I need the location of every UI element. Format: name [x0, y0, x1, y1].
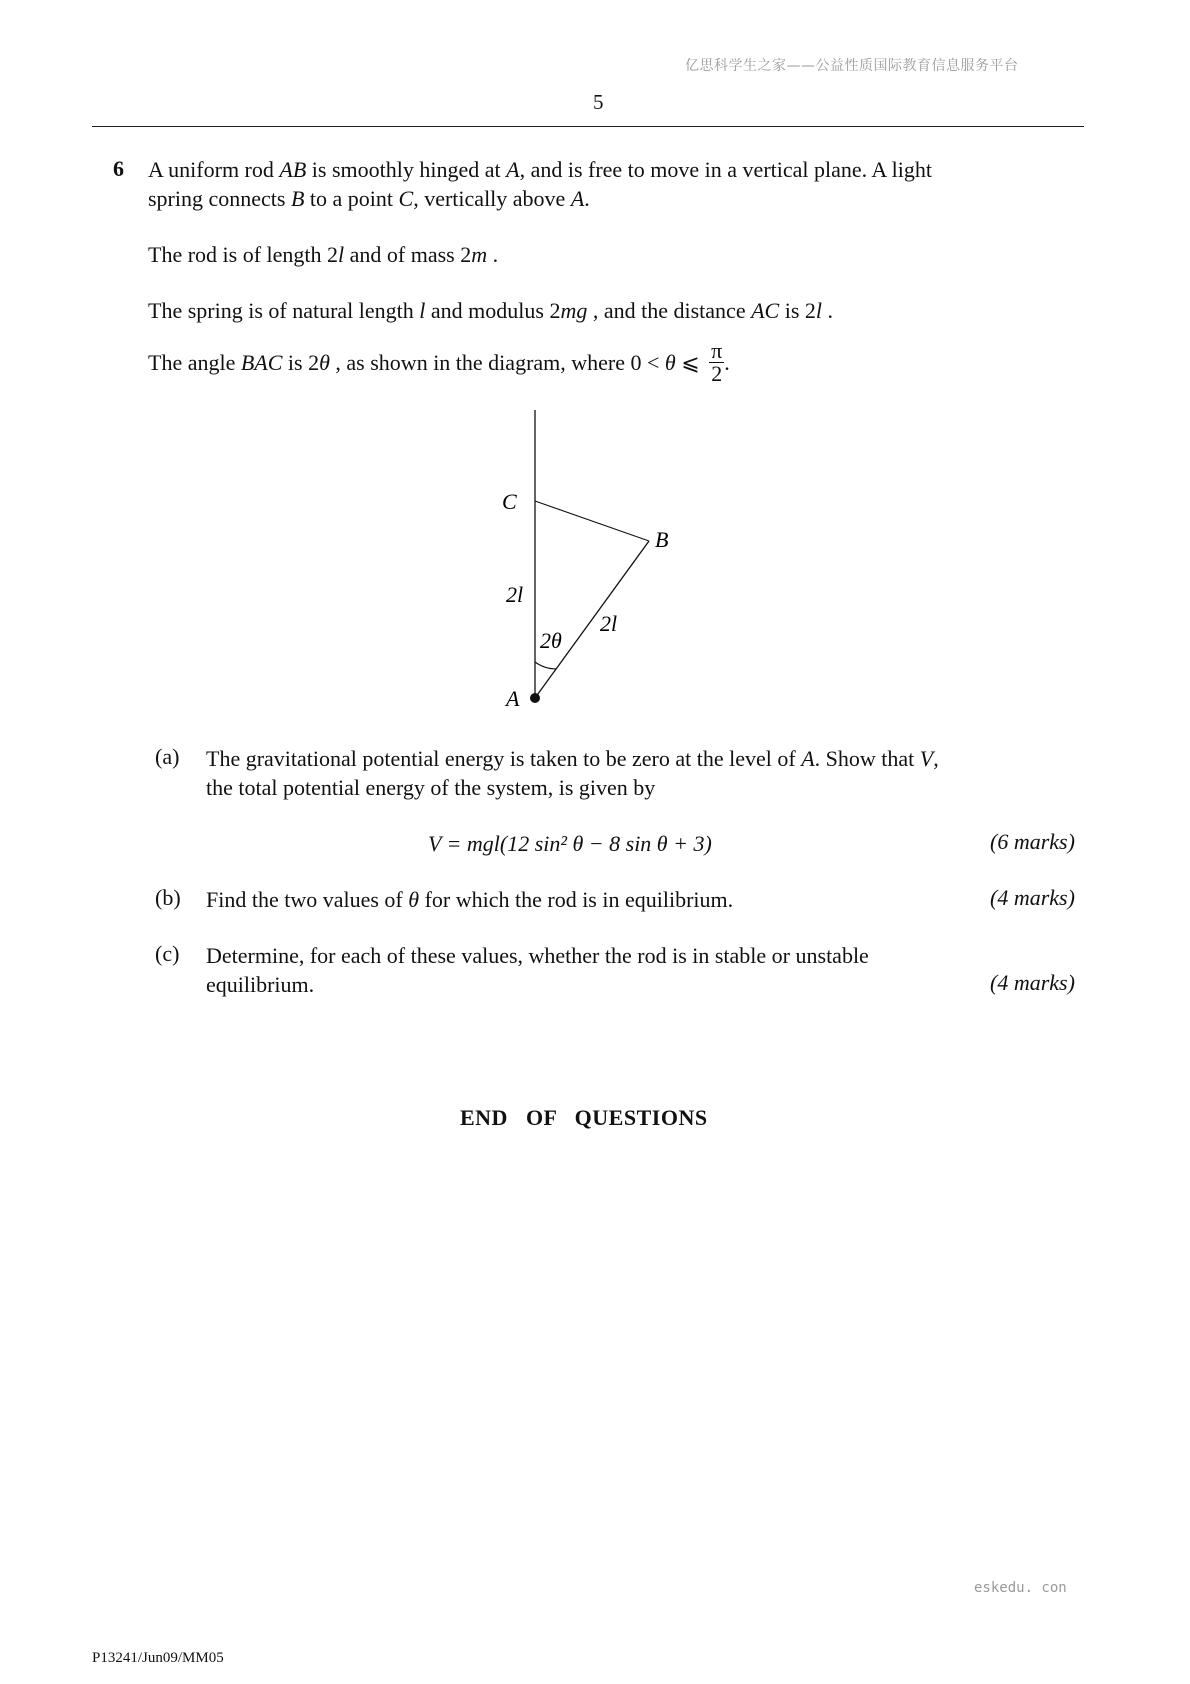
- spring-statement: The spring is of natural length l and modulus 2mg , and the distance AC is 2l .: [148, 298, 834, 323]
- part-a-label: (a): [155, 744, 180, 769]
- part-a-marks: (6 marks): [990, 829, 1075, 854]
- angle-arc: [535, 662, 556, 669]
- part-c-marks: (4 marks): [990, 970, 1075, 995]
- label-angle: 2θ: [540, 628, 562, 653]
- label-A: A: [506, 686, 520, 711]
- angle-statement: The angle BAC is 2θ , as shown in the diagram, where 0 < θ ⩽ $\frac{\pi}{2}$ .: [148, 338, 730, 386]
- label-length-AC: 2l: [506, 582, 524, 607]
- page-number: 5: [593, 90, 604, 114]
- watermark-bottom: eskedu. con: [974, 1580, 1067, 1596]
- part-b-marks: (4 marks): [990, 885, 1075, 910]
- footer-code: P13241/Jun09/MM05: [92, 1650, 224, 1666]
- part-a-text: The gravitational potential energy is taken to be zero at the level of A. Show that V, the total potential energy of the system, is given by: [206, 746, 939, 800]
- question-intro: A uniform rod AB is smoothly hinged at A, and is free to move in a vertical plane. A light spring connects B to a point C, vertically above A.: [148, 157, 932, 211]
- label-B: B: [655, 527, 669, 552]
- pi-over-two-fraction: $\frac{\pi}{2}$: [711, 338, 723, 386]
- rod-line-AB: [535, 541, 649, 698]
- rod-spring-diagram: [480, 410, 720, 720]
- question-number: 6: [113, 156, 124, 181]
- watermark-top: 亿思科学生之家——公益性质国际教育信息服务平台: [685, 58, 1019, 74]
- end-of-questions: END OF QUESTIONS: [460, 1105, 708, 1130]
- label-length-AB: 2l: [600, 611, 618, 636]
- hinge-point-A: [530, 693, 540, 703]
- potential-energy-formula: V = mgl(12 sin² θ − 8 sin θ + 3): [428, 831, 712, 856]
- rod-statement: The rod is of length 2l and of mass 2m .: [148, 242, 499, 267]
- part-b-text: Find the two values of θ for which the rod is in equilibrium.: [206, 887, 734, 912]
- header-rule: [92, 126, 1084, 127]
- part-c-label: (c): [155, 941, 180, 966]
- part-b-label: (b): [155, 885, 181, 910]
- spring-line-CB: [535, 501, 649, 541]
- part-c-text: Determine, for each of these values, whether the rod is in stable or unstable equilibrium.: [206, 943, 869, 997]
- label-C: C: [502, 489, 517, 514]
